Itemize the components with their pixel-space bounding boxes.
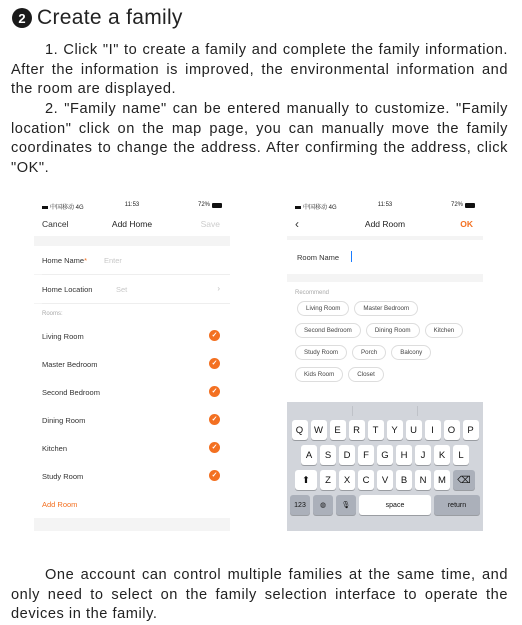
key[interactable]: K (434, 445, 450, 465)
key[interactable]: T (368, 420, 384, 440)
checkmark-icon[interactable]: ✓ (209, 470, 220, 481)
home-location-field[interactable] (34, 275, 230, 303)
paragraph-step-1 (11, 41, 508, 100)
cancel-button[interactable]: Cancel (42, 219, 69, 229)
numbers-key[interactable]: 123 (290, 495, 310, 515)
battery-icon (465, 203, 475, 208)
status-time: 11:53 (377, 202, 393, 208)
chevron-right-icon: › (217, 284, 220, 293)
space-key[interactable]: space (359, 495, 431, 515)
return-key[interactable]: return (434, 495, 480, 515)
key[interactable]: I (425, 420, 441, 440)
paragraph-text: 1. Click "I" to create a family and complete the family information. After the information is improved, the environmental information and the room are displayed. (11, 42, 508, 97)
checkmark-icon[interactable]: ✓ (209, 386, 220, 397)
room-chip[interactable]: Living Room (297, 301, 349, 316)
room-row[interactable] (34, 378, 230, 406)
key[interactable]: V (377, 470, 393, 490)
key-row-2 (287, 445, 483, 465)
keyboard (287, 402, 483, 531)
key[interactable]: X (339, 470, 355, 490)
key[interactable]: L (453, 445, 469, 465)
room-label: Master Bedroom (42, 360, 98, 369)
paragraph-note (11, 566, 508, 625)
room-row[interactable] (34, 322, 230, 350)
room-chip[interactable]: Kitchen (425, 323, 464, 338)
status-bar (34, 196, 230, 214)
key[interactable]: U (406, 420, 422, 440)
key-row-1 (287, 420, 483, 440)
microphone-icon[interactable]: 🎙 (336, 495, 356, 515)
section-title: Create a family (37, 6, 183, 29)
key[interactable]: Y (387, 420, 403, 440)
recommend-panel (287, 282, 483, 417)
key[interactable]: N (415, 470, 431, 490)
paragraph-text: One account can control multiple families at the same time, and only need to select on the family selection interface to operate the devices in the family. (11, 567, 508, 622)
recommend-label: Recommend (295, 290, 330, 296)
room-label: Second Bedroom (42, 388, 100, 397)
key[interactable]: Q (292, 420, 308, 440)
ok-button[interactable]: OK (460, 219, 473, 229)
key[interactable]: A (301, 445, 317, 465)
backspace-icon[interactable]: ⌫ (453, 470, 475, 490)
nav-title: Add Home (111, 219, 153, 229)
battery: 72% (198, 202, 222, 208)
key[interactable]: F (358, 445, 374, 465)
nav-bar (34, 214, 230, 236)
key[interactable]: B (396, 470, 412, 490)
home-location-placeholder: Set (116, 285, 128, 294)
key[interactable]: R (349, 420, 365, 440)
step-number-badge: 2 (12, 8, 32, 28)
battery-icon (212, 203, 222, 208)
save-button[interactable]: Save (200, 219, 220, 229)
key[interactable]: P (463, 420, 479, 440)
paragraph-step-2 (11, 100, 508, 178)
section-heading (12, 6, 183, 30)
key[interactable]: W (311, 420, 327, 440)
room-chip[interactable]: Dining Room (366, 323, 420, 338)
room-chip[interactable]: Study Room (295, 345, 347, 360)
rooms-section-label: Rooms: (34, 304, 230, 322)
room-chip[interactable]: Closet (348, 367, 384, 382)
battery: 72% (451, 202, 475, 208)
predictive-bar (287, 402, 483, 420)
home-name-field[interactable] (34, 246, 230, 274)
room-row[interactable] (34, 406, 230, 434)
room-name-input[interactable] (287, 240, 483, 274)
room-name-label: Room Name (297, 253, 340, 262)
chip-list (295, 301, 475, 389)
nav-title: Add Room (364, 219, 406, 229)
room-label: Dining Room (42, 416, 86, 425)
key-row-4 (287, 495, 483, 515)
room-row[interactable] (34, 462, 230, 490)
home-location-label: Home Location (42, 285, 93, 294)
add-room-button[interactable]: Add Room (34, 490, 230, 518)
shift-icon[interactable]: ⬆ (295, 470, 317, 490)
globe-icon[interactable]: ◍ (313, 495, 333, 515)
key-row-3 (287, 470, 483, 490)
key[interactable]: M (434, 470, 450, 490)
room-chip[interactable]: Master Bedroom (354, 301, 418, 316)
room-row[interactable] (34, 434, 230, 462)
key[interactable]: H (396, 445, 412, 465)
nav-bar (287, 214, 483, 236)
key[interactable]: S (320, 445, 336, 465)
room-chip[interactable]: Second Bedroom (295, 323, 361, 338)
home-name-label: Home Name* (42, 256, 88, 265)
key[interactable]: G (377, 445, 393, 465)
key[interactable]: C (358, 470, 374, 490)
room-chip[interactable]: Balcony (391, 345, 431, 360)
home-name-placeholder: Enter (104, 256, 122, 265)
back-chevron-icon[interactable]: ‹ (295, 217, 299, 231)
carrier: 中国移动 4G (295, 202, 337, 211)
room-label: Study Room (42, 472, 84, 481)
checkmark-icon[interactable]: ✓ (209, 358, 220, 369)
checkmark-icon[interactable]: ✓ (209, 414, 220, 425)
key[interactable]: O (444, 420, 460, 440)
room-row[interactable] (34, 350, 230, 378)
carrier: 中国移动 4G (42, 202, 84, 211)
room-label: Living Room (42, 332, 84, 341)
key[interactable]: E (330, 420, 346, 440)
paragraph-text: 2. "Family name" can be entered manually to customize. "Family location" click on the map page, you can manually move the family coordinates to change the address. After confirming the address, click "OK". (11, 101, 508, 176)
checkmark-icon[interactable]: ✓ (209, 442, 220, 453)
text-cursor (351, 251, 352, 262)
room-chip[interactable]: Porch (352, 345, 386, 360)
status-bar (287, 196, 483, 214)
room-label: Kitchen (42, 444, 68, 453)
room-chip[interactable]: Kids Room (295, 367, 343, 382)
add-home-screenshot (34, 196, 230, 531)
key[interactable]: Z (320, 470, 336, 490)
add-room-screenshot (287, 196, 483, 531)
key[interactable]: D (339, 445, 355, 465)
key[interactable]: J (415, 445, 431, 465)
checkmark-icon[interactable]: ✓ (209, 330, 220, 341)
status-time: 11:53 (124, 202, 140, 208)
